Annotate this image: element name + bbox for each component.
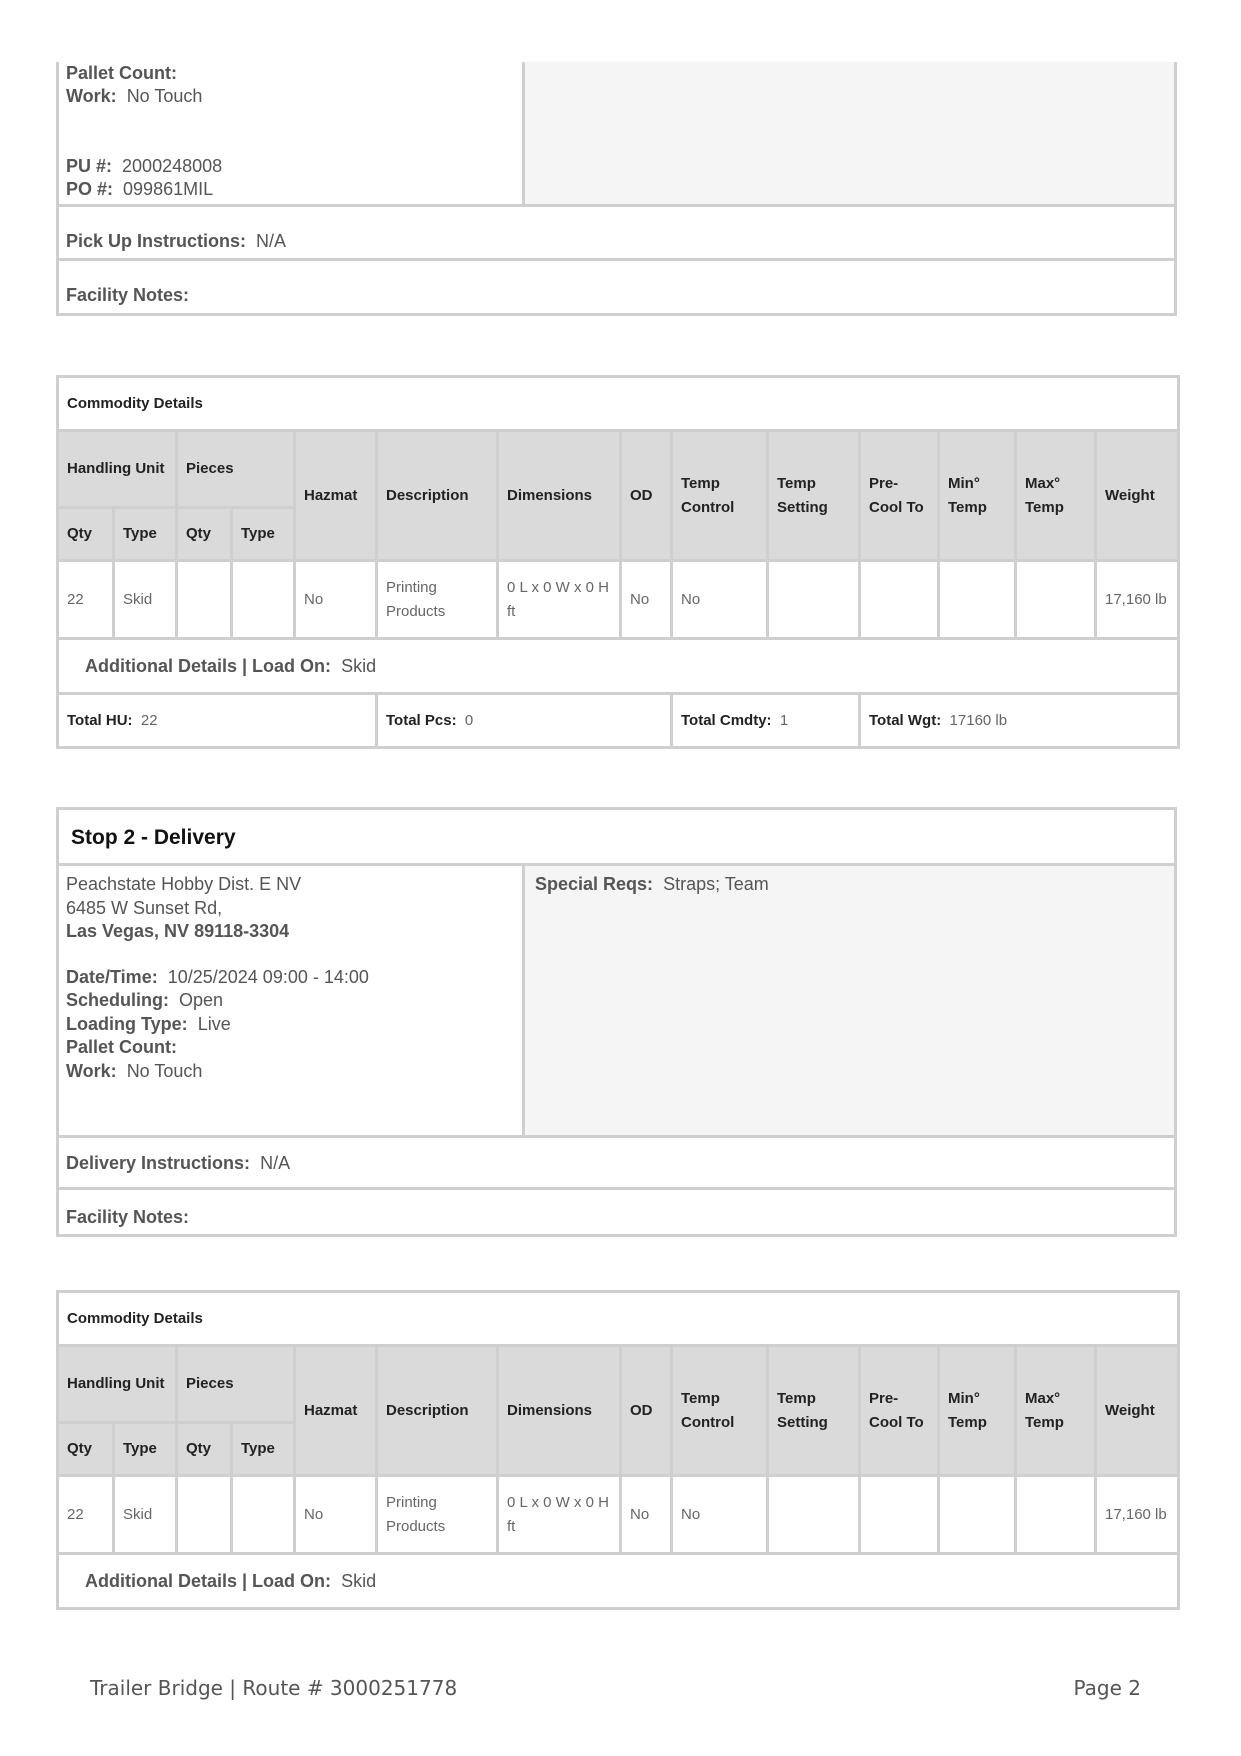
description-cell: Printing Products	[377, 561, 498, 639]
total-hu-label: Total HU:	[67, 711, 133, 729]
total-cmdty-value: 1	[779, 711, 789, 729]
hazmat-header: Hazmat	[295, 1346, 377, 1476]
stop2-city: Las Vegas, NV 89118-3304	[66, 921, 290, 941]
pieces-header: Pieces	[177, 1346, 295, 1423]
footer-page-number: Page 2	[1073, 1676, 1141, 1700]
loading-type-value: Live	[197, 1013, 231, 1034]
pickup-instructions-value: N/A	[256, 231, 287, 251]
stop2-title: Stop 2 - Delivery	[59, 810, 1174, 866]
pre-cool-header: Pre-Cool To	[860, 1346, 939, 1476]
commodity-title: Commodity Details	[58, 1292, 1179, 1346]
commodity-table-2	[56, 1290, 1180, 1610]
pallet-count-label: Pallet Count:	[66, 1037, 177, 1057]
pc-type-cell	[232, 561, 295, 639]
facility-notes-label: Facility Notes:	[66, 285, 190, 305]
delivery-instructions-label: Delivery Instructions:	[66, 1153, 251, 1173]
hu-type-header: Type	[114, 508, 177, 561]
od-header: OD	[621, 431, 672, 561]
po-value: 099861MIL	[123, 179, 214, 199]
description-header: Description	[377, 431, 498, 561]
hu-type-header: Type	[114, 1423, 177, 1476]
stop2-info	[59, 866, 525, 1135]
temp-control-cell: No	[672, 561, 768, 639]
temp-setting-cell	[768, 1476, 860, 1554]
pc-type-header: Type	[232, 1423, 295, 1476]
load-on-value: Skid	[341, 1571, 377, 1591]
pre-cool-cell	[860, 1476, 939, 1554]
min-temp-header: Min° Temp	[939, 431, 1016, 561]
pc-qty-cell	[177, 1476, 232, 1554]
max-temp-header: Max° Temp	[1016, 431, 1096, 561]
pre-cool-header: Pre-Cool To	[860, 431, 939, 561]
total-hu	[58, 694, 377, 748]
additional-details	[58, 1554, 1179, 1609]
scheduling-value: Open	[179, 990, 224, 1010]
total-cmdty	[672, 694, 860, 748]
dimensions-cell: 0 L x 0 W x 0 H ft	[498, 561, 621, 639]
work-value: No Touch	[126, 86, 203, 106]
weight-header: Weight	[1096, 1346, 1179, 1476]
table-row	[58, 1476, 1179, 1554]
hu-type-cell: Skid	[114, 1476, 177, 1554]
pc-type-header: Type	[232, 508, 295, 561]
od-cell: No	[621, 561, 672, 639]
total-pcs-label: Total Pcs:	[386, 711, 457, 729]
stop2-right-panel	[525, 866, 1174, 1135]
dimensions-header: Dimensions	[498, 431, 621, 561]
pc-qty-cell	[177, 561, 232, 639]
loading-type-label: Loading Type:	[66, 1013, 188, 1034]
total-cmdty-label: Total Cmdty:	[681, 711, 772, 729]
stop2-details	[56, 807, 1177, 1237]
load-on-value: Skid	[341, 656, 377, 676]
max-temp-cell	[1016, 1476, 1096, 1554]
special-reqs-value: Straps; Team	[663, 874, 769, 894]
total-wgt-label: Total Wgt:	[869, 711, 942, 729]
stop1-info	[59, 62, 525, 204]
temp-control-cell: No	[672, 1476, 768, 1554]
work-label: Work:	[66, 1060, 117, 1081]
total-wgt	[860, 694, 1179, 748]
min-temp-cell	[939, 1476, 1016, 1554]
datetime-value: 10/25/2024 09:00 - 14:00	[167, 966, 369, 987]
stop2-address: 6485 W Sunset Rd,	[66, 897, 223, 918]
weight-header: Weight	[1096, 431, 1179, 561]
pc-qty-header: Qty	[177, 508, 232, 561]
weight-cell: 17,160 lb	[1096, 561, 1179, 639]
temp-setting-header: Temp Setting	[768, 431, 860, 561]
table-row	[58, 561, 1179, 639]
work-value: No Touch	[126, 1060, 203, 1081]
pallet-count-label: Pallet Count:	[66, 63, 177, 83]
special-reqs-label: Special Reqs:	[535, 874, 654, 894]
max-temp-cell	[1016, 561, 1096, 639]
additional-details	[58, 639, 1179, 694]
handling-unit-header: Handling Unit	[58, 431, 177, 508]
pickup-instructions-label: Pick Up Instructions:	[66, 231, 247, 251]
commodity-title: Commodity Details	[58, 377, 1179, 431]
temp-setting-cell	[768, 561, 860, 639]
temp-control-header: Temp Control	[672, 431, 768, 561]
datetime-label: Date/Time:	[66, 966, 158, 987]
po-label: PO #:	[66, 179, 114, 199]
hazmat-header: Hazmat	[295, 431, 377, 561]
hazmat-cell: No	[295, 561, 377, 639]
additional-details-label: Additional Details | Load On:	[85, 656, 332, 676]
description-header: Description	[377, 1346, 498, 1476]
pu-label: PU #:	[66, 156, 113, 176]
temp-setting-header: Temp Setting	[768, 1346, 860, 1476]
dimensions-cell: 0 L x 0 W x 0 H ft	[498, 1476, 621, 1554]
pu-value: 2000248008	[122, 156, 223, 176]
stop1-right-panel	[525, 62, 1174, 204]
od-cell: No	[621, 1476, 672, 1554]
hu-qty-cell: 22	[58, 1476, 114, 1554]
delivery-instructions-value: N/A	[260, 1153, 291, 1173]
total-wgt-value: 17160 lb	[949, 711, 1008, 729]
additional-details-label: Additional Details | Load On:	[85, 1571, 332, 1591]
min-temp-header: Min° Temp	[939, 1346, 1016, 1476]
dimensions-header: Dimensions	[498, 1346, 621, 1476]
hu-qty-header: Qty	[58, 1423, 114, 1476]
total-pcs-value: 0	[464, 711, 474, 729]
description-cell: Printing Products	[377, 1476, 498, 1554]
commodity-table-1	[56, 375, 1180, 749]
max-temp-header: Max° Temp	[1016, 1346, 1096, 1476]
od-header: OD	[621, 1346, 672, 1476]
min-temp-cell	[939, 561, 1016, 639]
pieces-header: Pieces	[177, 431, 295, 508]
stop1-details	[56, 62, 1177, 316]
total-hu-value: 22	[140, 711, 158, 729]
pc-type-cell	[232, 1476, 295, 1554]
temp-control-header: Temp Control	[672, 1346, 768, 1476]
facility-notes-label: Facility Notes:	[66, 1207, 190, 1227]
footer-route: Trailer Bridge | Route # 3000251778	[90, 1676, 458, 1700]
hazmat-cell: No	[295, 1476, 377, 1554]
work-label: Work:	[66, 86, 117, 106]
hu-type-cell: Skid	[114, 561, 177, 639]
hu-qty-cell: 22	[58, 561, 114, 639]
handling-unit-header: Handling Unit	[58, 1346, 177, 1423]
pre-cool-cell	[860, 561, 939, 639]
scheduling-label: Scheduling:	[66, 990, 169, 1010]
pc-qty-header: Qty	[177, 1423, 232, 1476]
stop2-name: Peachstate Hobby Dist. E NV	[66, 874, 302, 894]
weight-cell: 17,160 lb	[1096, 1476, 1179, 1554]
hu-qty-header: Qty	[58, 508, 114, 561]
total-pcs	[377, 694, 672, 748]
